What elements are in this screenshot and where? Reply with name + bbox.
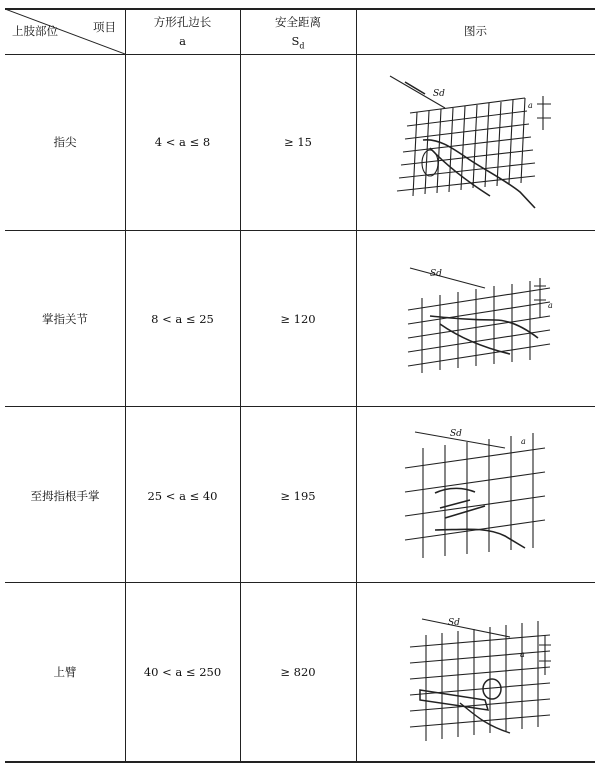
- row-3-part: 至拇指根手掌: [30, 489, 100, 503]
- figure-1-a-label: a: [528, 101, 533, 110]
- figure-4-sd-label: Sd: [448, 618, 460, 628]
- row-1-opening: 4 < a ≤ 8: [154, 135, 211, 149]
- col-divider-2: [240, 8, 241, 763]
- header-distance-label: 安全距离: [275, 15, 321, 29]
- header-distance-symbol: [240, 34, 356, 52]
- row-1-distance: ≥ 15: [284, 135, 312, 149]
- header-limb-part: 上肢部位: [12, 24, 58, 38]
- figure-upper-arm: [400, 605, 560, 753]
- row-1-part: 指尖: [53, 135, 77, 149]
- col-divider-3: [356, 8, 357, 763]
- figure-palm: [395, 418, 555, 566]
- header-opening-symbol: a: [179, 34, 186, 48]
- row-4-part: 上臂: [53, 665, 77, 679]
- figure-2-a-label: a: [548, 301, 553, 310]
- figure-knuckle: [400, 258, 560, 378]
- row-divider-2: [5, 406, 595, 407]
- header-bottom-border: [5, 54, 595, 55]
- row-divider-3: [5, 582, 595, 583]
- header-distance-s: S: [291, 34, 300, 48]
- row-2-opening: 8 < a ≤ 25: [151, 312, 214, 326]
- row-divider-1: [5, 230, 595, 231]
- row-2-part: 掌指关节: [42, 312, 88, 326]
- table-bottom-border: [5, 761, 595, 763]
- row-3-opening: 25 < a ≤ 40: [147, 489, 218, 503]
- row-3-distance: ≥ 195: [280, 489, 316, 503]
- figure-1-sd-label: Sd: [433, 89, 445, 99]
- header-item: 项目: [93, 20, 116, 34]
- header-figure-label: 图示: [464, 24, 487, 38]
- col-divider-1: [125, 8, 126, 763]
- header-opening-label: 方形孔边长: [153, 15, 212, 29]
- row-4-distance: ≥ 820: [280, 665, 316, 679]
- figure-fingertip: [385, 68, 565, 216]
- figure-2-sd-label: Sd: [430, 269, 442, 279]
- figure-3-a-label: a: [521, 437, 526, 446]
- header-distance-subscript: d: [299, 41, 305, 51]
- row-2-distance: ≥ 120: [280, 312, 316, 326]
- figure-3-sd-label: Sd: [450, 429, 462, 439]
- row-4-opening: 40 < a ≤ 250: [143, 665, 222, 679]
- figure-4-a-label: a: [520, 650, 525, 659]
